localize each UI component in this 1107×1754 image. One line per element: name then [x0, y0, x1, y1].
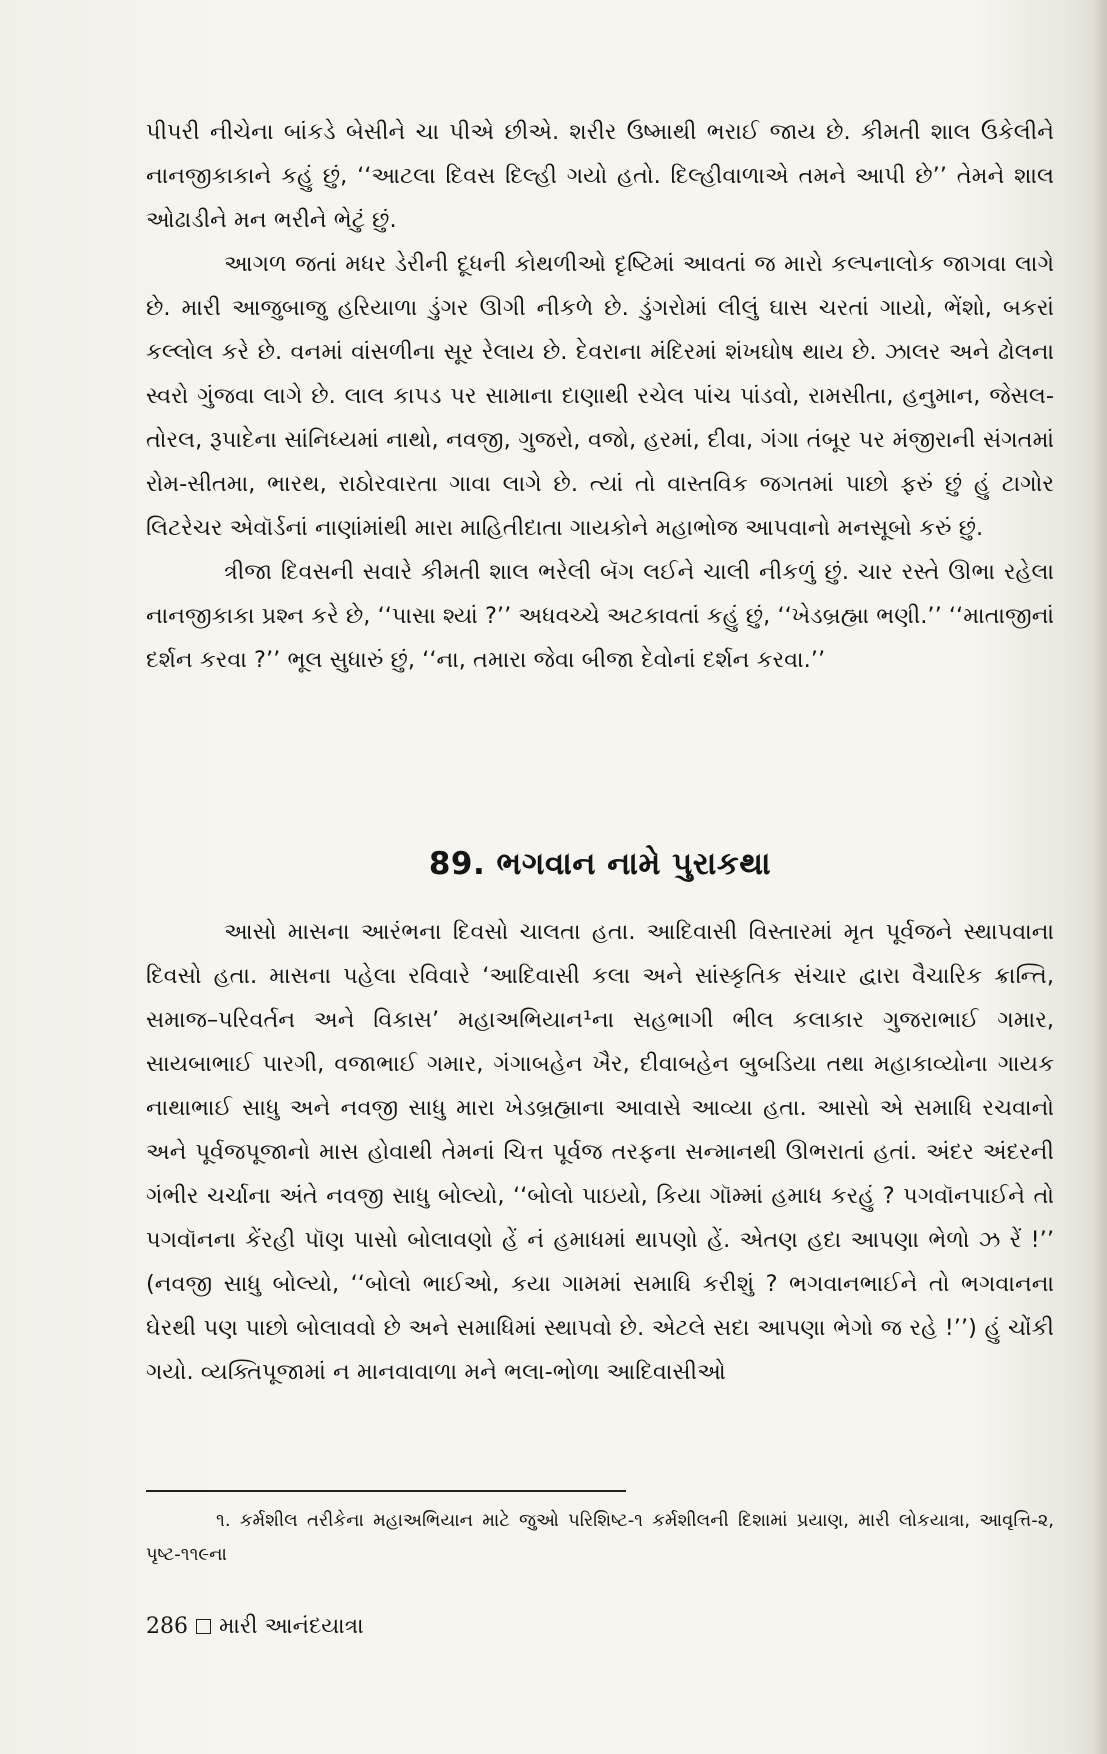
paragraph-imagination: આગળ જતાં મધર ડેરીની દૂધની કોથળીઓ દૃષ્ટિમાં આવતાં જ મારો કલ્પનાલોક જાગવા લાગે છે. મારી આજુબાજુ હરિયાળા ડુંગર ઊગી નીકળે છે. ડુંગરોમાં લીલું ઘાસ ચરતાં ગાયો, ભેંશો, બકરાં કલ્લોલ કરે છે. વનમાં વાંસળીના સૂર રેલાય છે. દેવરાના મંદિરમાં શંખઘોષ થાય છે. ઝાલર અને ઢોલના સ્વરો ગુંજવા લાગે છે. લાલ કાપડ પર સામાના દાણાથી રચેલ પાંચ પાંડવો, રામસીતા, હનુમાન, જેસલ-તોરલ, રૂપાદેના સાંનિધ્યમાં નાથો, નવજી, ગુજરો, વજો, હરમાં, દીવા, ગંગા તંબૂર પર મંજીરાની સંગતમાં રોમ-સીતમા, ભારથ, રાઠોરવારતા ગાવા લાગે છે. ત્યાં તો વાસ્તવિક જગતમાં પાછો ફરું છું હું ટાગોર લિટરેચર એવૉર્ડનાં નાણાંમાંથી મારા માહિતીદાતા ગાયકોને મહાભોજ આપવાનો મનસૂબો કરું છું.	[146, 251, 1054, 541]
page-number: 286	[146, 1614, 188, 1639]
paragraph-aso-month: આસો માસના આરંભના દિવસો ચાલતા હતા. આદિવાસી વિસ્તારમાં મૃત પૂર્વજને સ્થાપવાના દિવસો હતા. માસના પહેલા રવિવારે ‘આદિવાસી કલા અને સાંસ્કૃતિક સંચાર દ્વારા વૈચારિક ક્રાન્તિ, સમાજ–પરિવર્તન અને વિકાસ’ મહાઅભિયાન¹ના સહભાગી ભીલ કલાકાર ગુજરાભાઈ ગમાર, સાયબાભાઈ પારગી, વજાભાઈ ગમાર, ગંગાબહેન ખૈર, દીવાબહેન બુબડિયા તથા મહાકાવ્યોના ગાયક નાથાભાઈ સાધુ અને નવજી સાધુ મારા ખેડબ્રહ્માના આવાસે આવ્યા હતા. આસો એ સમાધિ રચવાનો અને પૂર્વજપૂજાનો માસ હોવાથી તેમનાં ચિત્ત પૂર્વજ તરફના સન્માનથી ઊભરાતાં હતાં. અંદર અંદરની ગંભીર ચર્ચાના અંતે નવજી સાધુ બોલ્યો, ‘‘બોલો પાઇયો, કિયા ગૉમ્માં હમાધ કરહું ? પગવૉનપાઈને તો પગવૉનના કેંરહી પૉણ પાસો બોલાવણો હેં નં હમાધમાં થાપણો હેં. એતણ હદા આપણા ભેળો ઝ રેં !’’ (નવજી સાધુ બોલ્યો, ‘‘બોલો ભાઈઓ, કયા ગામમાં સમાધિ કરીશું ? ભગવાનભાઈને તો ભગવાનના ઘેરથી પણ પાછો બોલાવવો છે અને સમાધિમાં સ્થાપવો છે. એટલે સદા આપણા ભેગો જ રહે !’’) હું ચોંકી ગયો. વ્યક્તિપૂજામાં ન માનવાવાળા મને ભલા-ભોળા આદિવાસીઓ	[146, 919, 1054, 1385]
paragraph-third-day: ત્રીજા દિવસની સવારે કીમતી શાલ ભરેલી બૅગ લઈને ચાલી નીકળું છું. ચાર રસ્તે ઊભા રહેલા નાનજીકાકા પ્રશ્ન કરે છે, ‘‘પાસા શ્યાં ?’’ અધવચ્ચે અટકાવતાં કહું છું, ‘‘ખેડબ્રહ્મા ભણી.’’ ‘‘માતાજીનાં દર્શન કરવા ?’’ ભૂલ સુધારું છું, ‘‘ના, તમારા જેવા બીજા દેવોનાં દર્શન કરવા.’’	[146, 559, 1054, 673]
page-footer	[146, 1614, 364, 1639]
book-title: મારી આનંદયાત્રા	[219, 1614, 364, 1639]
footnote: ૧. કર્મશીલ તરીકેના મહાઅભિયાન માટે જુઓ પરિશિષ્ટ-૧ કર્મશીલની દિશામાં પ્રયાણ, મારી લોકયાત્રા, આવૃત્તિ-૨, પૃષ્ટ-૧૧૯ના	[146, 1510, 1054, 1565]
body-text-bottom	[146, 910, 1054, 1394]
page-edge-shadow	[1093, 0, 1107, 1754]
chapter-heading: 89. ભગવાન નામે પુરાકથા	[428, 846, 772, 882]
box-icon	[196, 1619, 211, 1634]
body-text-top	[146, 110, 1054, 682]
paragraph-shawl-gift: પીપરી નીચેના બાંકડે બેસીને ચા પીએ છીએ. શરીર ઉષ્માથી ભરાઈ જાય છે. કીમતી શાલ ઉકેલીને નાનજીકાકાને કહું છું, ‘‘આટલા દિવસ દિલ્હી ગયો હતો. દિલ્હીવાળાએ તમને આપી છે’’ તેમને શાલ ઓઢાડીને મન ભરીને ભેટું છું.	[146, 119, 1054, 233]
footnote-divider	[146, 1490, 626, 1492]
